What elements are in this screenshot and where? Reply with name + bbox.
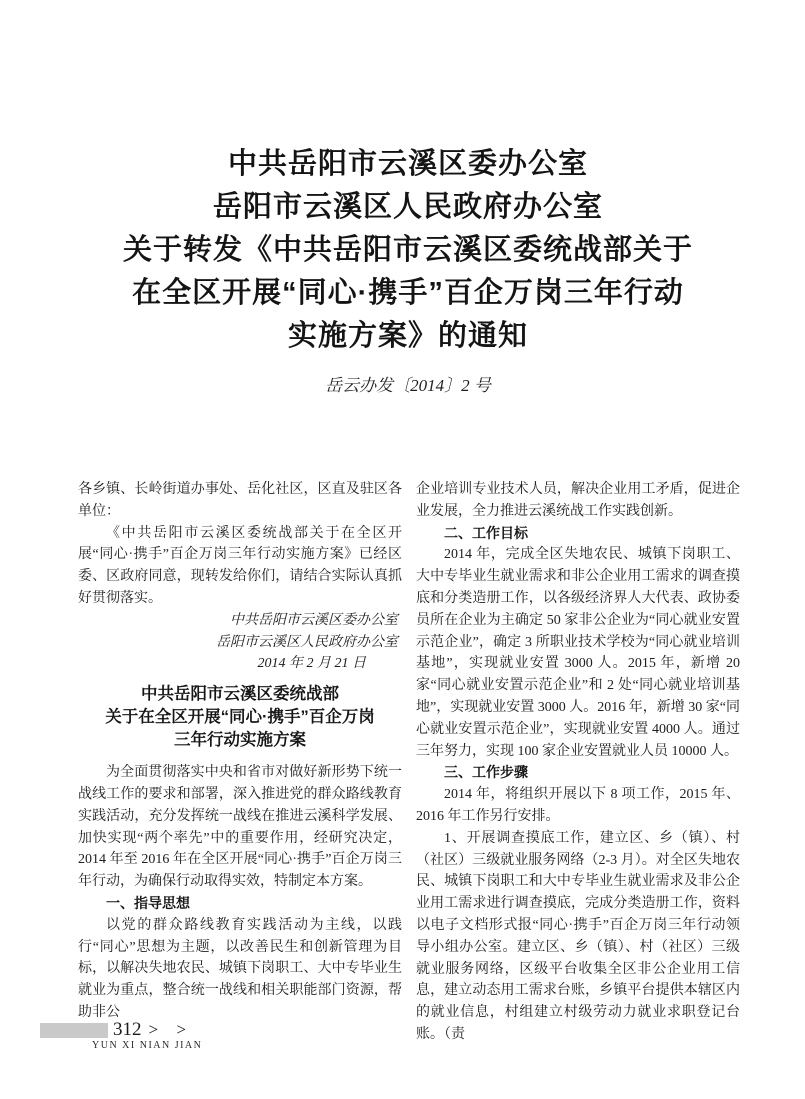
title-line-4: 在全区开展“同心·携手”百企万岗三年行动 (132, 277, 684, 309)
plan-title (78, 683, 402, 752)
page-footer (40, 1021, 340, 1051)
section1-body-continued: 企业培训专业技术人员，解决企业用工矛盾，促进企业发展，全力推进云溪统战工作实践创新。 (416, 482, 740, 519)
signature-date: 2014 年 2 月 21 日 (257, 656, 366, 672)
signature-org-1: 中共岳阳市云溪区委办公室 (230, 612, 398, 628)
body-columns (78, 479, 740, 1046)
footer-line (40, 1021, 340, 1039)
document-title (78, 143, 738, 358)
signature-org-2: 岳阳市云溪区人民政府办公室 (216, 634, 398, 650)
section3-intro: 2014 年，将组织开展以下 8 项工作，2015 年、2016 年工作另行安排。 (416, 787, 740, 824)
title-line-3: 关于转发《中共岳阳市云溪区委统战部关于 (122, 234, 693, 266)
left-column (78, 479, 402, 1046)
plan-title-line-1: 中共岳阳市云溪区委统战部 (141, 685, 339, 704)
section1-body-left: 以党的群众路线教育实践活动为主线，以践行“同心”思想为主题，以改善民生和创新管理为目标，以解决失地农民、城镇下岗职工、大中专毕业生就业为重点，整合统一战线和相关职能部门资源，帮助非公 (78, 917, 402, 1020)
section2-heading: 二、工作目标 (444, 524, 528, 541)
title-line-2: 岳阳市云溪区人民政府办公室 (212, 191, 603, 223)
title-line-5: 实施方案》的通知 (287, 320, 528, 352)
section1-heading: 一、指导思想 (106, 894, 190, 911)
footer-arrows: > > (148, 1020, 193, 1039)
section3-heading: 三、工作步骤 (444, 764, 528, 781)
journal-name: YUN XI NIAN JIAN (92, 1040, 203, 1051)
section3-item1: 1、开展调查摸底工作，建立区、乡（镇）、村（社区）三级就业服务网络（2-3 月）。对全区失地农民、城镇下岗职工和大中专毕业生就业需求及非公企业用工需求进行调查摸底，完成分类造册工作，资料以电子文档形式报“同心·携手”百企万岗三年行动领导小组办公室。建立区、乡（镇）、村（社区）三级就业服务网络，区级平台收集全区非公企业用工信息，建立动态用工需求台账，乡镇平台提供本辖区内的就业信息，村组建立村级劳动力就业求职登记台账。（责 (416, 830, 740, 1042)
plan-title-line-3: 三年行动实施方案 (174, 731, 306, 750)
letter-body: 《中共岳阳市云溪区委统战部关于在全区开展“同心·携手”百企万岗三年行动实施方案》已经区委、区政府同意，现转发给你们，请结合实际认真抓好贯彻落实。 (78, 525, 402, 606)
footer-bar (40, 1023, 108, 1038)
salutation: 各乡镇、长岭街道办事处、岳化社区，区直及驻区各单位： (78, 482, 402, 519)
plan-intro: 为全面贯彻落实中央和省市对做好新形势下统一战线工作的要求和部署，深入推进党的群众路线教育实践活动，充分发挥统一战线在推进云溪科学发展、加快实现“两个率先”中的重要作用，经研究决定，2014 年至 2016 年在全区开展“同心·携手”百企万岗三年行动，为确保行动取得实效，特制定本方案。 (78, 765, 402, 890)
right-column (416, 479, 740, 1046)
section2-body: 2014 年，完成全区失地农民、城镇下岗职工、大中专毕业生就业需求和非公企业用工需求的调查摸底和分类造册工作，以各级经济界人大代表、政协委员所在企业为主确定 50 家非公企业为“同心就业安置示范企业”，确定 3 所职业技术学校为“同心就业培训基地”，实现就业安置 3000 人。2015 年，新增 20 家“同心就业安置示范企业”和 2 处“同心就业培训基地”，实现就业安置 3000 人。2016 年，新增 30 家“同心就业安置示范企业”，实现就业安置 4000 人。通过三年努力，实现 100 家企业安置就业人员 10000 人。 (416, 547, 740, 759)
document-number: 岳云办发〔2014〕2 号 (325, 376, 491, 395)
title-line-1: 中共岳阳市云溪区委办公室 (227, 148, 588, 180)
page-number: 312 (113, 1019, 142, 1040)
plan-title-line-2: 关于在全区开展“同心·携手”百企万岗 (105, 708, 375, 727)
signature-block (78, 610, 402, 675)
